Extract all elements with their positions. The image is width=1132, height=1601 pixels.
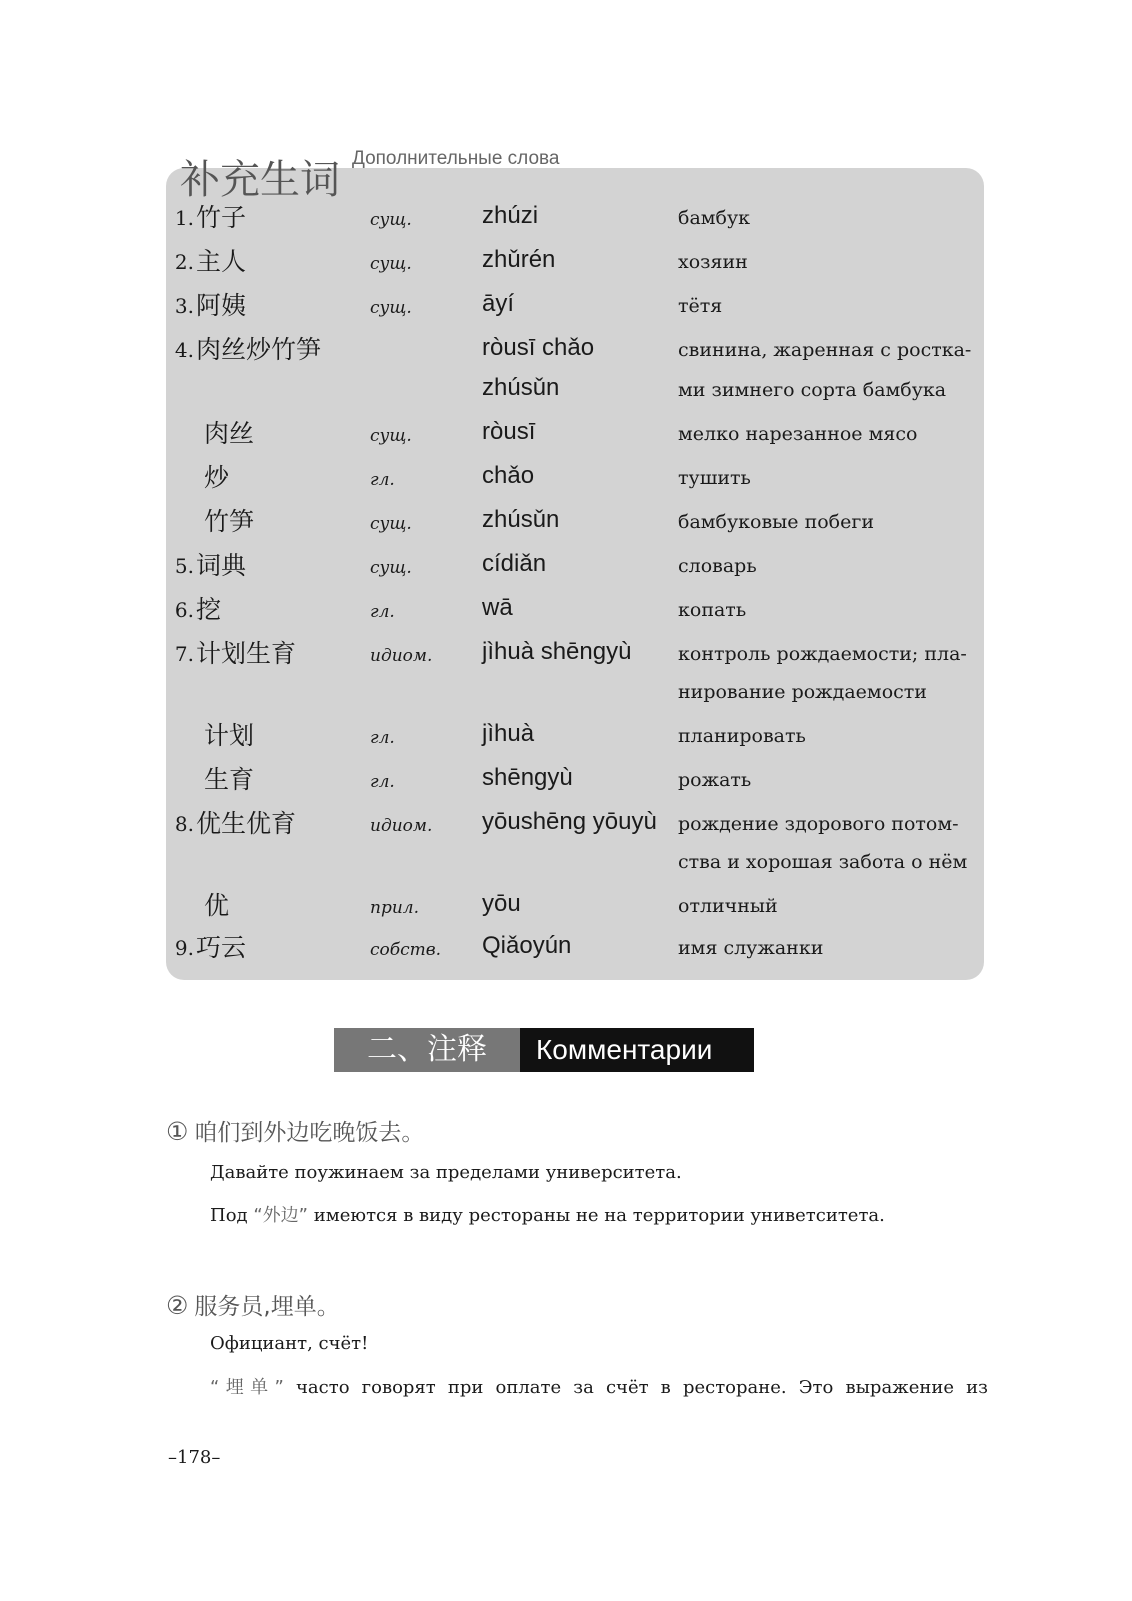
note-2-marker: ② xyxy=(166,1291,189,1320)
entry-hanzi: 计划 xyxy=(204,721,255,750)
entry-hanzi: 肉丝炒竹笋 xyxy=(196,335,322,364)
note-1-translation: Давайте поужинаем за пределами университета. xyxy=(210,1162,682,1183)
entry-pinyin: zhúzi xyxy=(482,202,539,229)
note-2-quoted-term: “埋单” xyxy=(210,1377,284,1398)
entry-hanzi: 挖 xyxy=(196,595,222,624)
entry-number: 6. xyxy=(174,598,194,622)
entry-translation: имя служанки xyxy=(678,937,824,959)
entry-number: 5. xyxy=(174,554,194,578)
vocabulary-row xyxy=(166,544,984,588)
entry-pinyin: wā xyxy=(482,594,513,621)
entry-part-of-speech: сущ. xyxy=(370,426,412,446)
vocabulary-title-chinese: 补充生词 xyxy=(180,157,340,203)
entry-translation: рождение здорового потом- xyxy=(678,813,959,835)
note-2-heading xyxy=(166,1288,340,1321)
entry-number: 9. xyxy=(174,936,194,960)
entry-translation: отличный xyxy=(678,895,778,917)
entry-translation: мелко нарезанное мясо xyxy=(678,423,918,445)
entry-translation: ства и хорошая забота о нём xyxy=(678,851,968,873)
vocabulary-row xyxy=(166,412,984,456)
section-banner xyxy=(334,1028,754,1072)
entry-pinyin: zhúsǔn xyxy=(482,506,560,533)
entry-number: 3. xyxy=(174,294,194,318)
entry-hanzi: 巧云 xyxy=(196,933,247,962)
entry-hanzi: 生育 xyxy=(204,765,255,794)
note-2-explanation-rest: часто говорят при оплате за счёт в ресторане. Это выражение из xyxy=(296,1377,988,1398)
vocabulary-row xyxy=(166,884,984,928)
entry-translation: нирование рождаемости xyxy=(678,681,927,703)
entry-translation: тушить xyxy=(678,467,751,489)
entry-translation: тётя xyxy=(678,295,723,317)
vocabulary-row xyxy=(166,368,984,412)
note-1-chinese: 咱们到外边吃晚饭去。 xyxy=(194,1120,425,1146)
note-1-explanation xyxy=(210,1201,885,1227)
entry-part-of-speech: сущ. xyxy=(370,558,412,578)
entry-pinyin: zhúsǔn xyxy=(482,374,560,401)
entry-hanzi: 计划生育 xyxy=(196,639,297,668)
entry-number: 2. xyxy=(174,250,194,274)
entry-hanzi: 主人 xyxy=(196,247,247,276)
entry-translation: бамбуковые побеги xyxy=(678,511,874,533)
note-1-explanation-start: Под xyxy=(210,1205,248,1226)
vocabulary-row xyxy=(166,926,984,970)
entry-translation: хозяин xyxy=(678,251,748,273)
entry-translation: свинина, жаренная с ростка- xyxy=(678,339,972,361)
entry-part-of-speech: сущ. xyxy=(370,298,412,318)
vocabulary-row xyxy=(166,758,984,802)
vocabulary-title-russian: Дополнительные слова xyxy=(352,148,560,169)
entry-translation: ми зимнего сорта бамбука xyxy=(678,379,947,401)
entry-part-of-speech: гл. xyxy=(370,602,395,622)
note-1-explanation-rest: имеются в виду рестораны не на территории унивeтситета. xyxy=(313,1205,885,1226)
entry-hanzi: 优生优育 xyxy=(196,809,297,838)
entry-pinyin: cídiǎn xyxy=(482,550,547,577)
vocabulary-row xyxy=(166,840,984,884)
entry-hanzi: 炒 xyxy=(204,463,230,492)
entry-translation: контроль рождаемости; пла- xyxy=(678,643,967,665)
entry-hanzi: 阿姨 xyxy=(196,291,247,320)
entry-pinyin: shēngyù xyxy=(482,764,573,791)
vocabulary-row xyxy=(166,328,984,372)
entry-translation: рожать xyxy=(678,769,752,791)
entry-pinyin: Qiǎoyún xyxy=(482,932,572,959)
entry-pinyin: chǎo xyxy=(482,462,535,489)
note-1-quoted-term: “外边” xyxy=(253,1205,309,1226)
entry-part-of-speech: прил. xyxy=(370,898,420,918)
note-2-translation: Официант, счёт! xyxy=(210,1333,369,1354)
vocabulary-row xyxy=(166,670,984,714)
note-1-marker: ① xyxy=(166,1117,189,1146)
entry-part-of-speech: собств. xyxy=(370,940,442,960)
entry-hanzi: 肉丝 xyxy=(204,419,255,448)
vocabulary-panel xyxy=(166,168,984,980)
entry-hanzi: 词典 xyxy=(196,551,247,580)
entry-number: 1. xyxy=(174,206,194,230)
entry-part-of-speech: сущ. xyxy=(370,254,412,274)
vocabulary-row xyxy=(166,456,984,500)
entry-part-of-speech: сущ. xyxy=(370,210,412,230)
entry-pinyin: ròusī chǎo xyxy=(482,334,595,361)
vocabulary-row xyxy=(166,500,984,544)
entry-translation: планировать xyxy=(678,725,806,747)
section-title-chinese: 二、注释 xyxy=(334,1028,520,1072)
entry-pinyin: zhǔrén xyxy=(482,246,556,273)
entry-part-of-speech: гл. xyxy=(370,728,395,748)
note-2-chinese: 服务员,埋单。 xyxy=(194,1294,340,1320)
entry-translation: словарь xyxy=(678,555,757,577)
vocabulary-row xyxy=(166,284,984,328)
vocabulary-row xyxy=(166,714,984,758)
note-1-heading xyxy=(166,1114,424,1147)
entry-number: 8. xyxy=(174,812,194,836)
page-number: –178– xyxy=(168,1447,221,1468)
entry-number: 4. xyxy=(174,338,194,362)
entry-pinyin: yōu xyxy=(482,890,521,917)
entry-pinyin: jìhuà xyxy=(482,720,535,747)
section-title-russian: Комментарии xyxy=(520,1028,754,1072)
entry-pinyin: āyí xyxy=(482,290,515,317)
entry-number: 7. xyxy=(174,642,194,666)
entry-translation: копать xyxy=(678,599,747,621)
vocabulary-row xyxy=(166,588,984,632)
vocabulary-row xyxy=(166,240,984,284)
entry-part-of-speech: идиом. xyxy=(370,816,433,836)
entry-pinyin: jìhuà shēngyù xyxy=(482,638,632,665)
entry-hanzi: 竹子 xyxy=(196,203,247,232)
entry-pinyin: yōushēng yōuyù xyxy=(482,808,657,835)
entry-translation: бамбук xyxy=(678,207,751,229)
entry-pinyin: ròusī xyxy=(482,418,536,445)
entry-part-of-speech: сущ. xyxy=(370,514,412,534)
note-2-explanation xyxy=(210,1373,988,1399)
entry-part-of-speech: гл. xyxy=(370,470,395,490)
entry-part-of-speech: идиом. xyxy=(370,646,433,666)
entry-hanzi: 竹笋 xyxy=(204,507,255,536)
entry-part-of-speech: гл. xyxy=(370,772,395,792)
entry-hanzi: 优 xyxy=(204,891,230,920)
